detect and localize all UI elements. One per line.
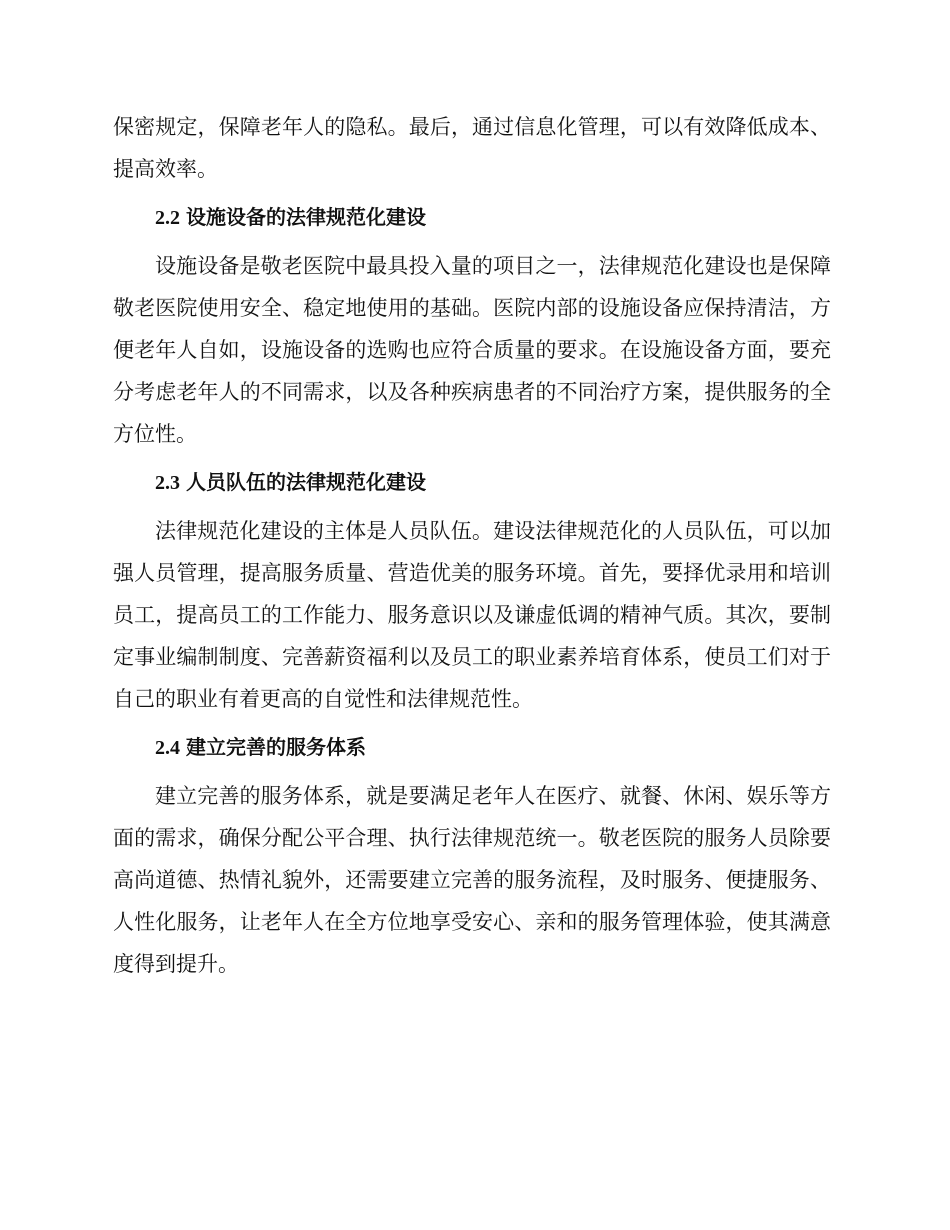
section-title: 人员队伍的法律规范化建设 [186,470,426,494]
section-heading-2-4 [113,732,831,763]
section-number: 2.3 [155,472,180,494]
section-paragraph-2-3: 法律规范化建设的主体是人员队伍。建设法律规范化的人员队伍，可以加强人员管理，提高服务质量、营造优美的服务环境。首先，要择优录用和培训员工，提高员工的工作能力、服务意识以及谦虚低调的精神气质。其次，要制定事业编制制度、完善薪资福利以及员工的职业素养培育体系，使员工们对于自己的职业有着更高的自觉性和法律规范性。 [113,519,831,711]
intro-paragraph: 保密规定，保障老年人的隐私。最后，通过信息化管理，可以有效降低成本、提高效率。 [113,115,831,181]
section-number: 2.2 [155,207,180,229]
section-title: 建立完善的服务体系 [186,735,366,759]
section-paragraph-2-2: 设施设备是敬老医院中最具投入量的项目之一，法律规范化建设也是保障敬老医院使用安全、稳定地使用的基础。医院内部的设施设备应保持清洁，方便老年人自如，设施设备的选购也应符合质量的要求。在设施设备方面，要充分考虑老年人的不同需求，以及各种疾病患者的不同治疗方案，提供服务的全方位性。 [113,254,831,446]
section-paragraph-2-4: 建立完善的服务体系，就是要满足老年人在医疗、就餐、休闲、娱乐等方面的需求，确保分配公平合理、执行法律规范统一。敬老医院的服务人员除要高尚道德、热情礼貌外，还需要建立完善的服务流程，及时服务、便捷服务、人性化服务，让老年人在全方位地享受安心、亲和的服务管理体验，使其满意度得到提升。 [113,784,831,976]
section-title: 设施设备的法律规范化建设 [186,205,426,229]
section-heading-2-2 [113,202,831,233]
document-body [113,106,831,985]
section-number: 2.4 [155,737,180,759]
section-heading-2-3 [113,467,831,498]
